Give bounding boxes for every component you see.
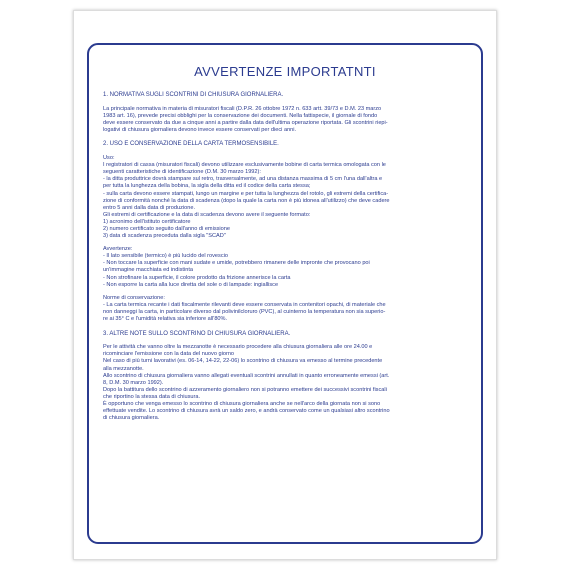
section-3-block-1: [103, 344, 467, 422]
text-line: Dopo la battitura dello scontrino di azzeramento giornaliero non si potranno emettere dei successivi scontrini fiscali: [103, 386, 387, 393]
text-line: È opportuno che venga emesso lo scontrino di chiusura giornaliera anche se nell'arco della giornata non si sono: [103, 400, 381, 407]
section-1-block-1: [103, 106, 467, 134]
section-heading-1: 1. NORMATIVA SUGLI SCONTRINI DI CHIUSURA GIORNALIERA.: [103, 92, 284, 98]
text-line: - Non toccare la superficie con mani sudate e umide, potrebbero rimanere delle impronte che provocano poi: [103, 260, 370, 267]
text-line: non danneggi la carta, in particolare diverso dal polivinilcloruro (PVC), al cuinterno la temperatura non sia superio-: [103, 308, 386, 315]
text-line: seguenti caratteristiche di identificazione (D.M. 30 marzo 1992):: [103, 169, 261, 176]
text-line: per tutta la lunghezza della bobina, la sigla della ditta ed il codice della carta stessa;: [103, 183, 311, 190]
text-line: Nel caso di più turni lavorativi (es. 06-14, 14-22, 22-06) lo scontrino di chiusura va emesso al termine precedente: [103, 358, 383, 365]
section-heading-2: 2. USO E CONSERVAZIONE DELLA CARTA TERMOSENSIBILE.: [103, 141, 279, 148]
page-title: AVVERTENZE IMPORTATNTI: [194, 64, 376, 79]
section-heading-3: 3. ALTRE NOTE SULLO SCONTRINO DI CHIUSURA GIORNALIERA.: [103, 330, 291, 337]
text-line: - Non strofinare la superficie, il colore prodotto da frizione annerisce la carta: [103, 274, 291, 281]
text-line: I registratori di cassa (misuratori fiscali) devono utilizzare esclusivamente bobine di carta termica omologata con le: [103, 162, 386, 169]
text-line: che riportino la stessa data di chiusura.: [103, 393, 201, 400]
notice-frame: [87, 43, 483, 544]
text-line: alla mezzanotte.: [103, 365, 144, 372]
text-line: un'immagine macchiata ed indistinta: [103, 267, 193, 274]
section-2-block-norme: [103, 295, 467, 323]
text-line: Uso:: [103, 155, 115, 162]
text-line: - La carta termica recante i dati fiscalmente rilevanti deve essere conservata in contenitori opachi, di materiale che: [103, 301, 386, 308]
text-line: entro 5 anni dalla data di produzione.: [103, 204, 196, 211]
text-line: Gli estremi di certificazione e la data di scadenza devono avere il seguente formato:: [103, 211, 311, 218]
section-2-block-uso: [103, 155, 467, 240]
text-line: deve essere conservato da due a cinque anni a partire dalla data dell'ultima operazione riportata. Gli scontrini riepi-: [103, 119, 388, 126]
text-line: - la ditta produttrice dovrà stampare sul retro, trasversalmente, ad una distanza massima di 5 cm l'una dall'altra e: [103, 176, 383, 183]
text-line: - Il lato sensibile (termico) è più lucido del rovescio: [103, 253, 228, 260]
text-line: re ai 35° C e l'umidità relativa sia inferiore all'80%.: [103, 316, 228, 323]
document-page: [73, 10, 497, 560]
text-line: 2) numero certificato seguito dall'anno di emissione: [103, 226, 230, 232]
section-2-block-avvertenze: [103, 246, 467, 289]
text-line: ricominciare l'emissione con la data del nuovo giorno: [103, 351, 235, 358]
text-line: effettuate vendite. Lo scontrino di chiusura avrà un saldo zero, e andrà conservato come un qualsiasi altro scontrino: [103, 408, 390, 415]
text-line: 1) acronimo dell'istituto certificatore: [103, 218, 191, 225]
text-line: Per le attività che vanno oltre la mezzanotte è necessario procedere alla chiusura giornaliera alle ore 24.00 e: [103, 344, 373, 351]
text-line: di chiusura giornaliera.: [103, 415, 160, 422]
text-line: - Non esporre la carta alla luce diretta del sole o di lampade: ingiallisce: [103, 281, 279, 288]
text-line: 3) data di scadenza preceduta dalla sigla "SCAD": [103, 233, 226, 240]
text-line: - sulla carta devono essere stampati, lungo un margine e per tutta la lunghezza del rotolo, gli estremi della certifica-: [103, 190, 389, 197]
text-line: logativi di chiusura giornaliera devono invece essere conservati per dieci anni.: [103, 126, 297, 133]
text-line: La principale normativa in materia di misuratori fiscali (D.P.R. 26 ottobre 1972 n. 633 artt. 39/73 e D.M. 23 marzo: [103, 105, 382, 112]
text-line: 8, D.M. 30 marzo 1992).: [103, 379, 164, 386]
text-line: Norme di conservazione:: [103, 294, 165, 301]
text-line: 1983 art. 16), prevede precisi obblighi per la conservazione dei documenti. Nella fattispecie, il giornale di fondo: [103, 112, 378, 119]
text-line: zione di conformità nonché la data di scadenza (dopo la quale la carta non è più idonea all'utilizzo) che deve cadere: [103, 197, 390, 204]
text-line: Avvertenze:: [103, 246, 133, 253]
text-line: Allo scontrino di chiusura giornaliera vanno allegati eventuali scontrini annullati in quanto erroneamente emessi (art.: [103, 372, 390, 379]
